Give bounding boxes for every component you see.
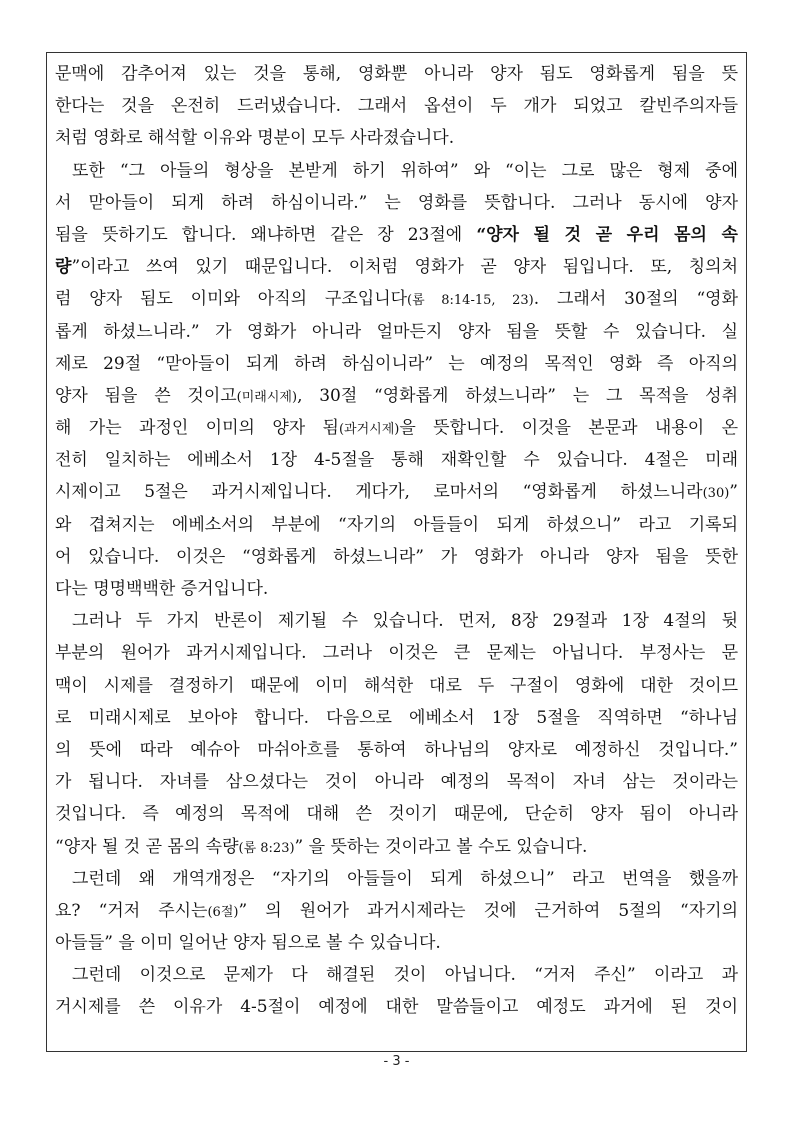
document-body — [55, 58, 738, 1024]
reference-note: (과거시제) — [338, 422, 400, 438]
text-line: 아들들” 을 이미 일어난 양자 됨으로 볼 수 있습니다. — [55, 933, 441, 954]
text-line: 와 겹쳐지는 에베소서의 부분에 “자기의 아들들이 되게 하셨으니” 라고 기록되 — [55, 514, 738, 535]
reference-note: (롬 8:14-15, 23) — [407, 293, 534, 309]
paragraph — [55, 959, 738, 1023]
text-line: 롭게 하셨느니라.” 가 영화가 아니라 얼마든지 양자 됨을 뜻할 수 있습니다. 실 — [55, 321, 738, 342]
text-line: 전히 일치하는 에베소서 1장 4-5절을 통해 재확인할 수 있습니다. 4절은 미래 — [55, 450, 738, 471]
text-line: 어 있습니다. 이것은 “영화롭게 하셨느니라” 가 영화가 아니라 양자 됨을 뜻한 — [55, 546, 738, 567]
text-line: 한다는 것을 온전히 드러냈습니다. 그래서 옵션이 두 개가 되었고 칼빈주의자들 — [55, 96, 738, 117]
text-line: 의 뜻에 따라 예슈아 마쉬아흐를 통하여 하나님의 양자로 예정하신 것입니다.” — [55, 739, 738, 760]
text-line: 제로 29절 “맏아들이 되게 하려 하심이니라” 는 예정의 목적인 영화 즉 아직의 — [55, 353, 738, 374]
paragraph — [55, 58, 738, 155]
paragraph — [55, 863, 738, 960]
text-line: “양자 될 것 곧 몸의 속량(롬 8:23)” 을 뜻하는 것이라고 볼 수도 있습니다. — [55, 836, 588, 857]
text-line: 요? “거저 주시는(6절)” 의 원어가 과거시제라는 것에 근거하여 5절의 “자기의 — [55, 900, 738, 921]
text-line: 량”이라고 쓰여 있기 때문입니다. 이처럼 영화가 곧 양자 됨입니다. 또, 칭의처 — [55, 257, 738, 278]
text-line: 그런데 왜 개역개정은 “자기의 아들들이 되게 하셨으니” 라고 번역을 했을까 — [72, 868, 738, 889]
reference-note: (6절) — [207, 904, 239, 920]
text-line: 맥이 시제를 결정하기 때문에 이미 해석한 대로 두 구절이 영화에 대한 것이므 — [55, 675, 738, 696]
text-line: 거시제를 쓴 이유가 4-5절이 예정에 대한 말씀들이고 예정도 과거에 된 것이 — [55, 997, 738, 1018]
text-line: 시제이고 5절은 과거시제입니다. 게다가, 로마서의 “영화롭게 하셨느니라(30)” — [55, 482, 738, 503]
text-line: 것입니다. 즉 예정의 목적에 대해 쓴 것이기 때문에, 단순히 양자 됨이 아니라 — [55, 804, 738, 825]
text-line: 가 됩니다. 자녀를 삼으셨다는 것이 아니라 예정의 목적이 자녀 삼는 것이라는 — [55, 772, 738, 793]
text-line: 해 가는 과정인 이미의 양자 됨(과거시제)을 뜻합니다. 이것을 본문과 내용이 온 — [55, 418, 738, 439]
text-line: 또한 “그 아들의 형상을 본받게 하기 위하여” 와 “이는 그로 많은 형제 중에 — [72, 160, 738, 181]
paragraph — [55, 155, 738, 606]
text-line: 럼 양자 됨도 이미와 아직의 구조입니다(롬 8:14-15, 23). 그래서 30절의 “영화 — [55, 289, 738, 310]
reference-note: (30) — [702, 486, 730, 502]
text-line: 서 맏아들이 되게 하려 하심이니라.” 는 영화를 뜻합니다. 그러나 동시에 양자 — [55, 192, 738, 213]
text-line: 처럼 영화로 해석할 이유와 명분이 모두 사라졌습니다. — [55, 128, 455, 149]
page-number: - 3 - — [383, 1054, 410, 1069]
text-line: 로 미래시제로 보아야 합니다. 다음으로 에베소서 1장 5절을 직역하면 “하나님 — [55, 707, 738, 728]
reference-note: (미래시제) — [236, 389, 298, 405]
text-line: 부분의 원어가 과거시제입니다. 그러나 이것은 큰 문제는 아닙니다. 부정사는 문 — [55, 643, 738, 664]
text-line: 문맥에 감추어져 있는 것을 통해, 영화뿐 아니라 양자 됨도 영화롭게 됨을 뜻 — [55, 64, 738, 84]
text-line: 됨을 뜻하기도 합니다. 왜냐하면 같은 장 23절에 “양자 될 것 곧 우리 몸의 속 — [55, 224, 738, 245]
paragraph — [55, 605, 738, 863]
text-line: 그런데 이것으로 문제가 다 해결된 것이 아닙니다. “거저 주신” 이라고 과 — [72, 965, 738, 986]
text-line: 그러나 두 가지 반론이 제기될 수 있습니다. 먼저, 8장 29절과 1장 4절의 뒷 — [72, 611, 738, 632]
text-line: 다는 명명백백한 증거입니다. — [55, 579, 269, 599]
page-frame — [46, 52, 747, 1052]
reference-note: (롬 8:23) — [238, 840, 295, 856]
text-line: 양자 됨을 쓴 것이고(미래시제), 30절 “영화롭게 하셨느니라” 는 그 목적을 성취 — [55, 385, 738, 406]
emphasis-text: 량 — [55, 257, 72, 278]
emphasis-text: “양자 될 것 곧 우리 몸의 속 — [476, 224, 738, 245]
